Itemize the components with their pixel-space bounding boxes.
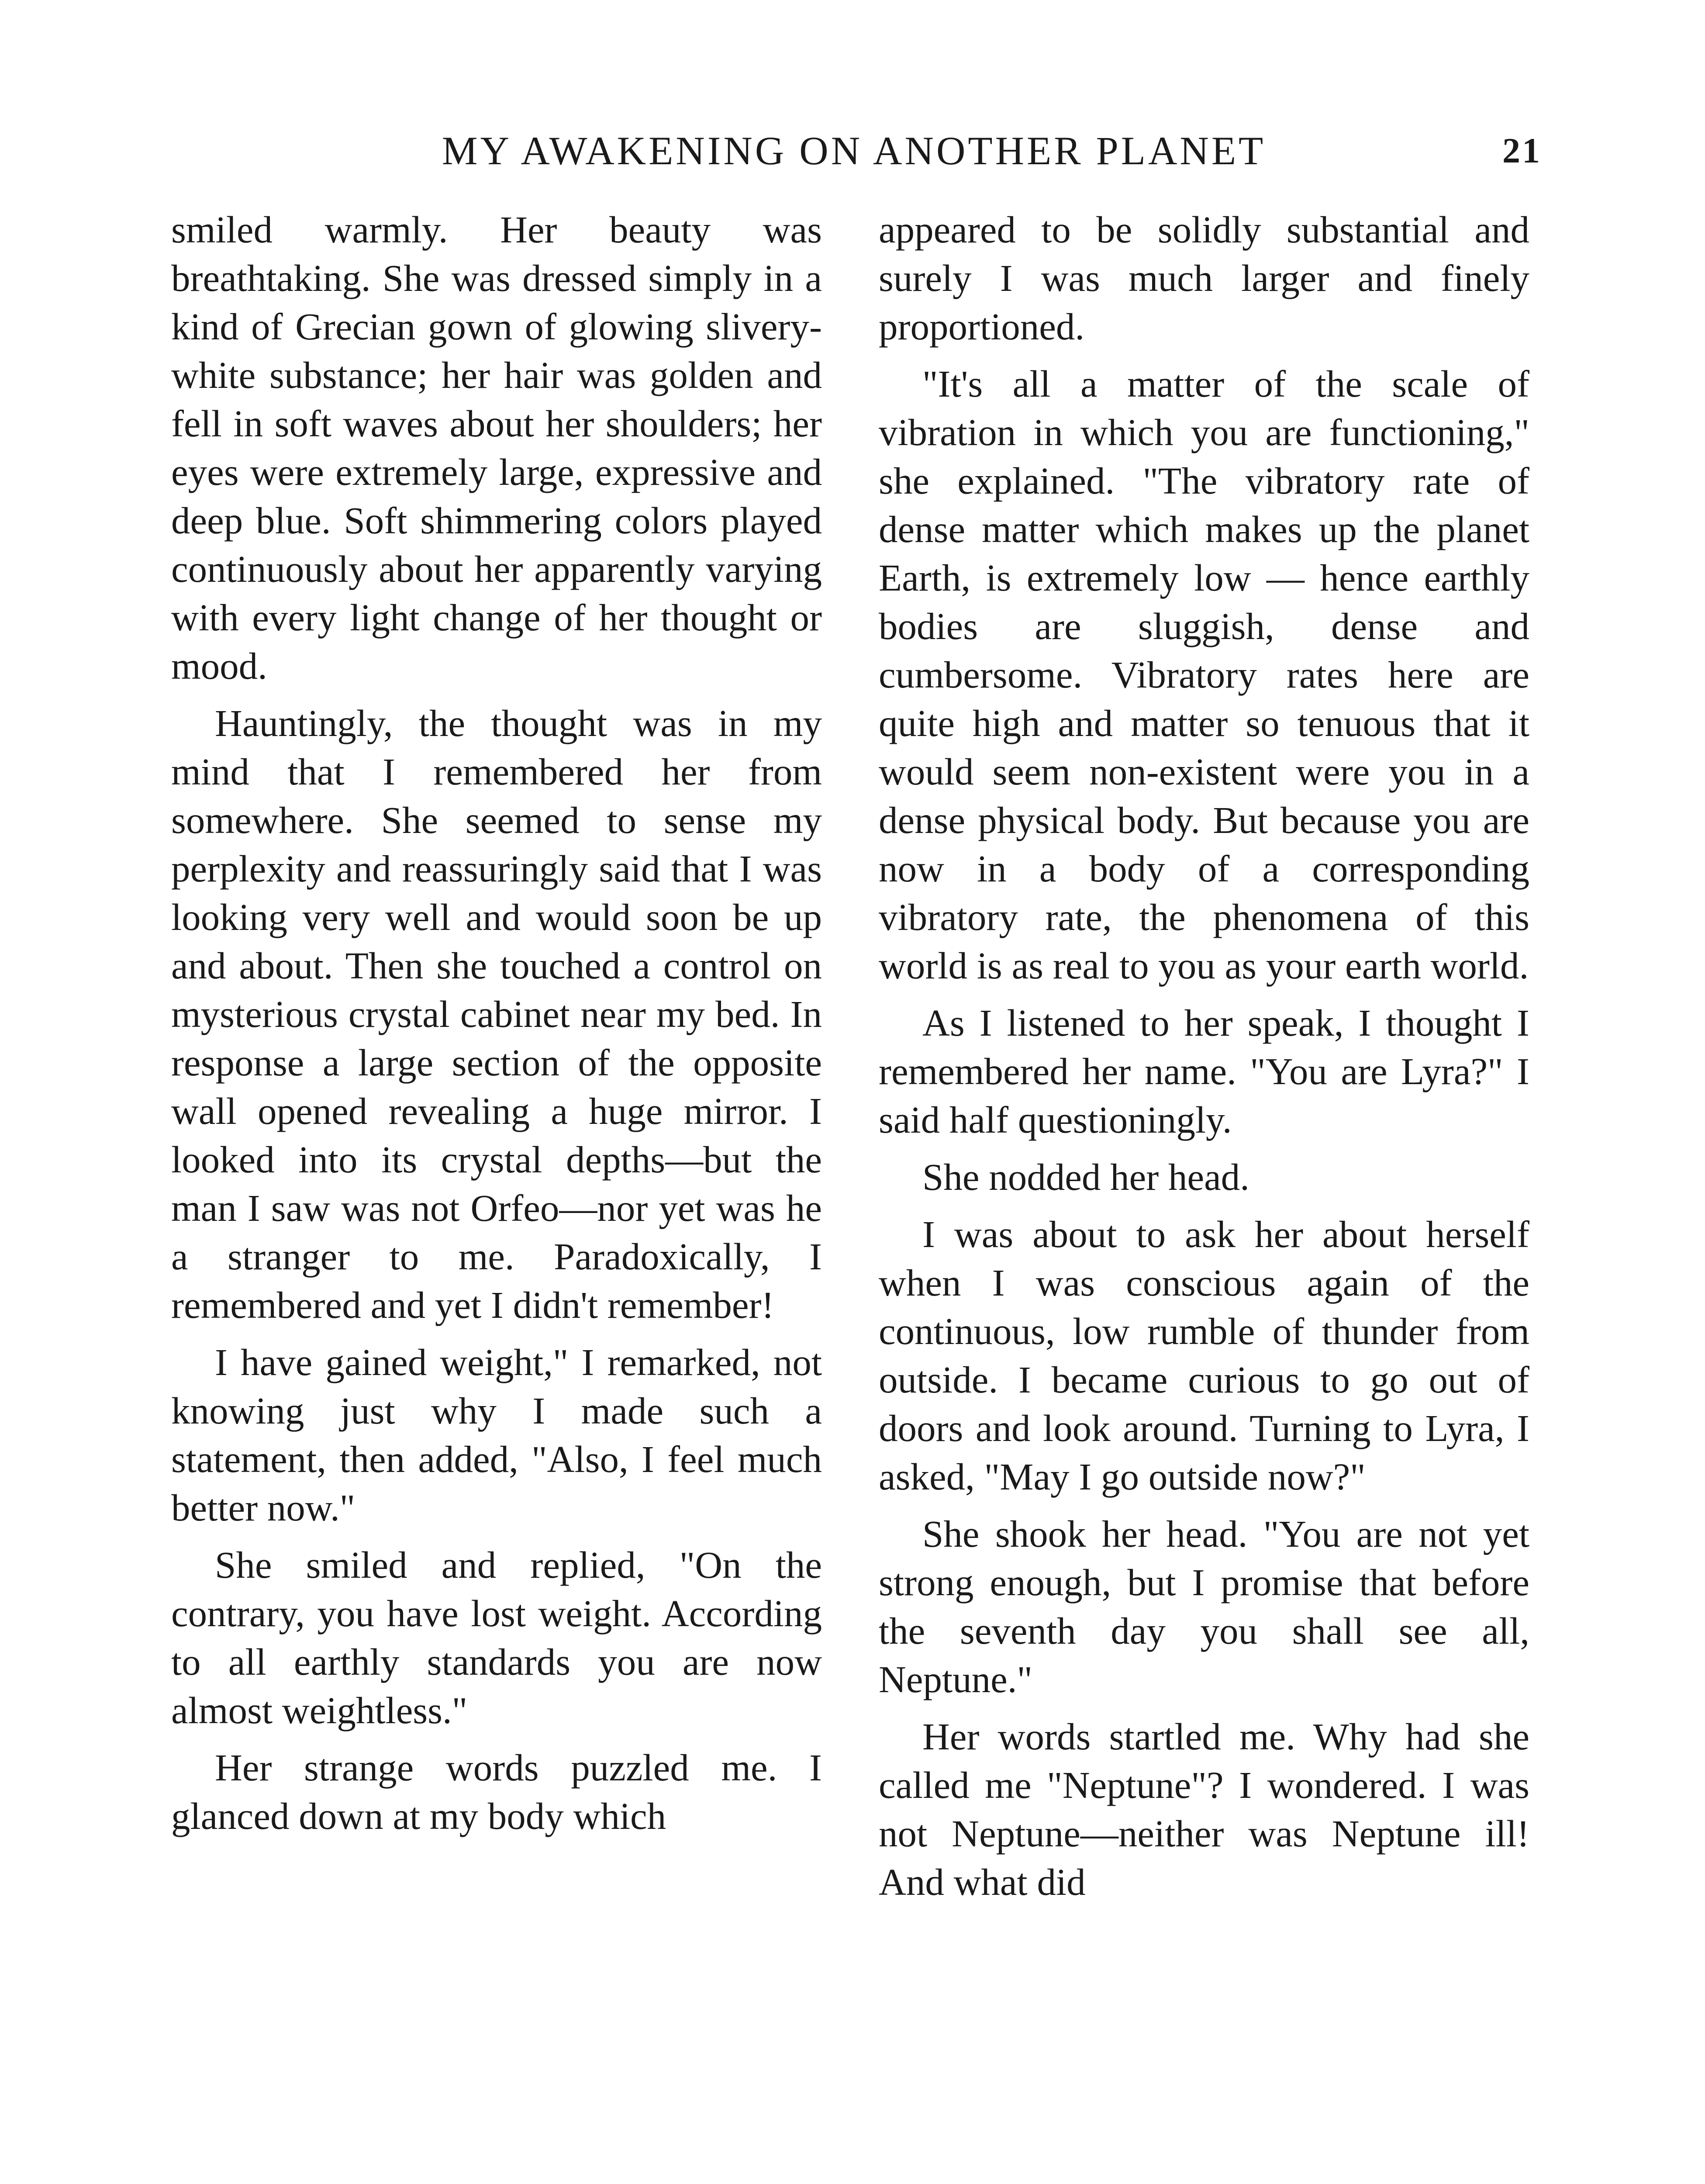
paragraph: As I listened to her speak, I thought I remembered her name. "You are Lyra?" I said half questioningly. <box>879 1002 1529 1141</box>
page-header <box>170 118 1542 183</box>
paragraph: smiled warmly. Her beauty was breathtaking. She was dressed simply in a kind of Grecian gown of glowing slivery-white substance; her hair was golden and fell in soft waves about her shoulders; her eyes were extremely large, expressive and deep blue. Soft shimmering colors played continuously about her apparently varying with every light change of her thought or mood. <box>171 208 822 687</box>
paragraph: She nodded her head. <box>922 1156 1249 1198</box>
paragraph: appeared to be solidly substantial and surely I was much larger and finely proportioned. <box>879 208 1529 348</box>
paragraph: I was about to ask her about herself when I was conscious again of the continuous, low rumble of thunder from outside. I became curious to go out of doors and look around. Turning to Lyra, I asked, "May I go outside now?" <box>879 1213 1529 1498</box>
paragraph: I have gained weight," I remarked, not knowing just why I made such a statement, then added, "Also, I feel much better now." <box>171 1341 822 1529</box>
paragraph: She smiled and replied, "On the contrary, you have lost weight. According to all earthly standards you are now almost weightless." <box>171 1544 822 1731</box>
page-number: 21 <box>1502 131 1542 170</box>
paragraph: "It's all a matter of the scale of vibration in which you are functioning," she explained. "The vibratory rate of dense matter which makes up the planet Earth, is extremely low — hence earthly bodies are sluggish, dense and cumbersome. Vibratory rates here are quite high and matter so tenuous that it would seem non-existent were you in a dense physical body. But because you are now in a body of a corresponding vibratory rate, the phenomena of this world is as real to you as your earth world. <box>879 363 1529 987</box>
paragraph: Her strange words puzzled me. I glanced down at my body which <box>171 1746 822 1837</box>
paragraph: Her words startled me. Why had she called me "Neptune"? I wondered. I was not Neptune—neither was Neptune ill! And what did <box>879 1715 1529 1903</box>
paragraph: She shook her head. "You are not yet strong enough, but I promise that before the seventh day you shall see all, Neptune." <box>879 1513 1529 1700</box>
right-column <box>879 205 1529 1915</box>
running-head: MY AWAKENING ON ANOTHER PLANET <box>442 128 1266 173</box>
paragraph: Hauntingly, the thought was in my mind that I remembered her from somewhere. She seemed to sense my perplexity and reassuringly said that I was looking very well and would soon be up and about. Then she touched a control on mysterious crystal cabinet near my bed. In response a large section of the opposite wall opened revealing a huge mirror. I looked into its crystal depths—but the man I saw was not Orfeo—nor yet was he a stranger to me. Paradoxically, I remembered and yet I didn't remember! <box>171 702 822 1326</box>
left-column <box>171 205 822 1849</box>
